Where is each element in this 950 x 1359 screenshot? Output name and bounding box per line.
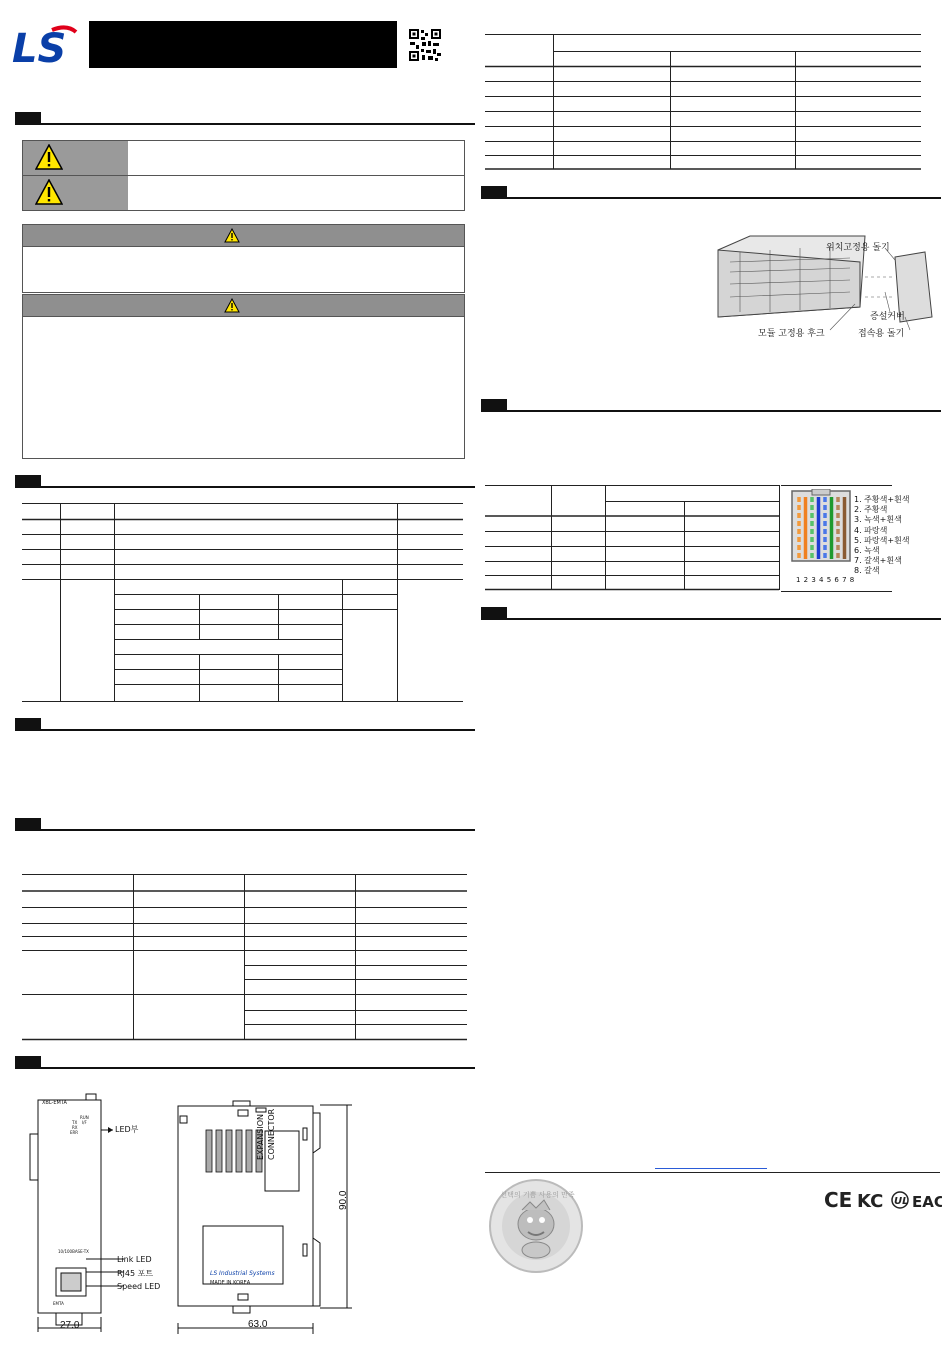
warning-row-2 <box>22 175 465 211</box>
section-7-rule <box>481 410 941 412</box>
footer-rule <box>485 1172 940 1173</box>
mascot-text: 선택의 기쁨 사용의 만족 <box>500 1191 575 1199</box>
connection-tab-label: 접속용 돌기 <box>858 329 905 339</box>
warning-triangle-icon <box>35 144 63 174</box>
position-fix-tab-label: 위치고정용 돌기 <box>826 243 890 253</box>
section-5-rule <box>15 1067 475 1069</box>
io-spec-table <box>485 34 923 170</box>
rj45-wiring-icon <box>790 489 852 577</box>
title-bar <box>89 21 397 68</box>
certifications-text <box>824 1214 831 1215</box>
warning-triangle-icon <box>224 228 240 247</box>
module-side-view <box>28 1092 178 1336</box>
kc-mark-icon: KC <box>857 1191 884 1212</box>
section-1-rule <box>15 123 475 125</box>
led-run-label: RUN <box>80 1115 89 1120</box>
ce-mark-icon: CE <box>824 1188 853 1212</box>
wire-8-label: 8. 갈색 <box>854 566 880 576</box>
wire-4-label: 4. 파랑색 <box>854 525 888 535</box>
led-tx-label: TX <box>72 1120 78 1125</box>
ul-mark-icon: UL <box>894 1196 909 1207</box>
port-type-label: 10/100BASE-TX <box>58 1249 89 1254</box>
cable-spec-table <box>485 485 781 591</box>
logo-text: LS <box>12 26 67 68</box>
made-in-label: MADE IN KOREA <box>210 1280 251 1286</box>
eac-mark-icon: EAC <box>912 1193 942 1211</box>
width-left-dimension: 27.0 <box>60 1320 80 1331</box>
wire-5-label: 5. 파랑색+흰색 <box>854 535 910 545</box>
warning-triangle-icon <box>35 179 63 209</box>
ls-logo <box>12 24 82 68</box>
maker-logo-label: LS Industrial Systems <box>210 1270 275 1277</box>
comm-spec-table <box>22 874 468 1042</box>
link-led-label: Link LED <box>117 1255 152 1264</box>
caution-header-1 <box>22 224 465 247</box>
warning-triangle-icon <box>224 298 240 317</box>
expansion-connector-label: EXPANSION CONNECTOR <box>256 1108 276 1160</box>
footer-link-underline[interactable] <box>655 1168 767 1169</box>
wire-1-label: 1. 주황색+흰색 <box>854 495 910 504</box>
height-dimension: 90.0 <box>338 1190 349 1210</box>
section-2-rule <box>15 486 475 488</box>
performance-spec-table <box>22 503 464 703</box>
module-name-label: XBL-EMTA <box>42 1100 67 1106</box>
section-6-rule <box>481 197 941 199</box>
led-rx-label: RX <box>72 1125 78 1130</box>
wire-6-label: 6. 녹색 <box>854 546 880 556</box>
wire-7-label: 7. 갈색+흰색 <box>854 556 902 566</box>
section-8-rule <box>481 618 941 620</box>
caution-body-2 <box>22 316 465 459</box>
speed-led-label: Speed LED <box>117 1282 161 1291</box>
bottom-label: EMTA <box>53 1301 64 1306</box>
wire-2-label: 2. 주황색 <box>854 505 888 515</box>
section-4-rule <box>15 829 475 831</box>
rj45-port-label: RJ45 포트 <box>117 1269 154 1278</box>
led-part-label: LED부 <box>115 1125 139 1134</box>
installation-figure <box>710 222 940 342</box>
wire-legend <box>854 495 910 577</box>
certification-marks <box>824 1188 942 1212</box>
module-hook-label: 모듈 고정용 후크 <box>758 329 825 339</box>
pin-numbers: 1 2 3 4 5 6 7 8 <box>796 576 855 584</box>
section-3-rule <box>15 729 475 731</box>
led-err-label: ERR <box>70 1130 79 1135</box>
warning-row-1 <box>22 140 465 176</box>
caution-body-1 <box>22 246 465 293</box>
caution-header-2 <box>22 294 465 317</box>
qr-code-icon[interactable] <box>408 28 442 62</box>
width-right-dimension: 63.0 <box>248 1319 268 1330</box>
led-if-label: I/F <box>82 1120 87 1125</box>
wire-3-label: 3. 녹색+흰색 <box>854 515 902 525</box>
expansion-cover-label: 증설커버 <box>870 312 905 322</box>
